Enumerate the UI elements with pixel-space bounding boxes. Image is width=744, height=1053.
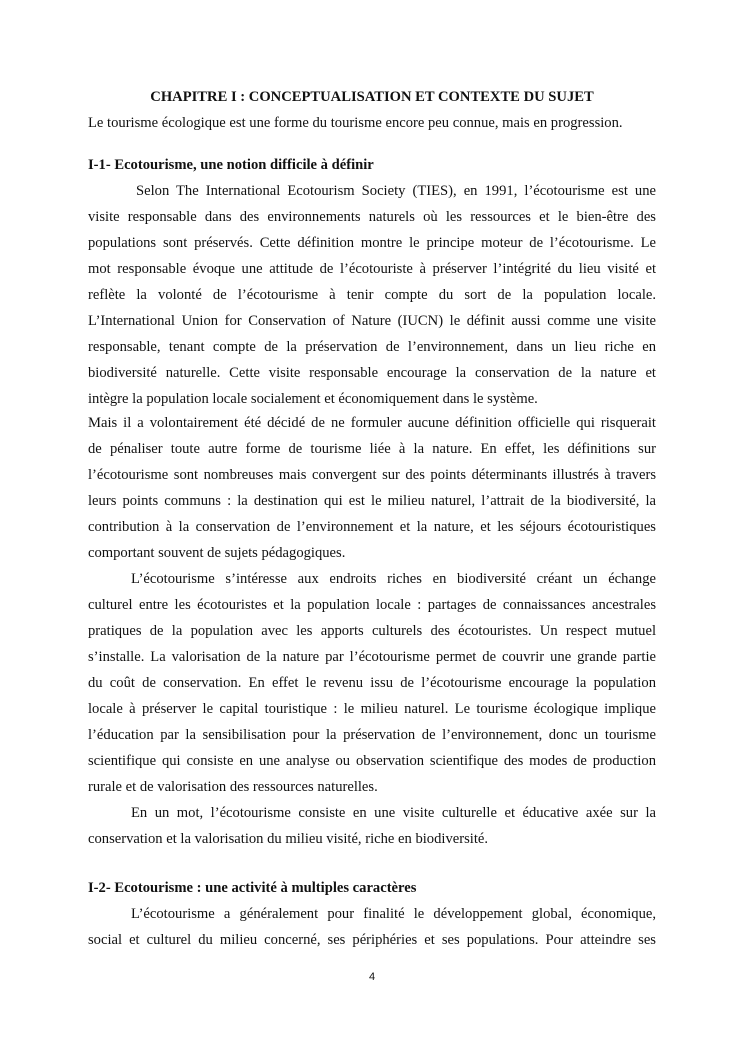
- section-heading-2: I-2- Ecotourisme : une activité à multiples caractères: [88, 880, 417, 896]
- page-number: 4: [368, 971, 376, 983]
- text-line: rurale et de valorisation des ressources naturelles.: [88, 779, 378, 795]
- paragraph: [88, 901, 656, 953]
- paragraph: [88, 178, 656, 412]
- text-line: leurs points communs : la destination qui est le milieu naturel, l’attrait de la biodiversité, la: [88, 493, 656, 509]
- text-line: pratiques de la population avec les apports culturels des écotouristes. Un respect mutuel: [88, 623, 656, 639]
- text-line: intègre la population locale socialement et économiquement dans le système.: [88, 391, 538, 407]
- text-line: reflète la volonté de l’écotourisme à tenir compte du sort de la population locale.: [88, 287, 656, 303]
- text-line: comportant souvent de sujets pédagogiques.: [88, 545, 346, 561]
- text-line: responsable, tenant compte de la préservation de l’environnement, dans un lieu riche en: [88, 339, 656, 355]
- text-line: Selon The International Ecotourism Society (TIES), en 1991, l’écotourisme est une: [136, 183, 656, 199]
- text-line: L’écotourisme a généralement pour finalité le développement global, économique,: [131, 906, 656, 922]
- text-line: biodiversité naturelle. Cette visite responsable encourage la conservation de la nature et: [88, 365, 656, 381]
- text-line: culturel entre les écotouristes et la population locale : partages de connaissances ancestrales: [88, 597, 656, 613]
- text-line: de pénaliser toute autre forme de tourisme liée à la nature. En effet, les définitions sur: [88, 441, 656, 457]
- text-line: Mais il a volontairement été décidé de ne formuler aucune définition officielle qui risquerait: [88, 415, 656, 431]
- text-line: En un mot, l’écotourisme consiste en une visite culturelle et éducative axée sur la: [131, 805, 656, 821]
- chapter-title: CHAPITRE I : CONCEPTUALISATION ET CONTEXTE DU SUJET: [150, 89, 594, 105]
- paragraph: [88, 800, 656, 852]
- text-line: conservation et la valorisation du milieu visité, riche en biodiversité.: [88, 831, 489, 847]
- text-line: visite responsable dans des environnements naturels où les ressources et le bien-être des: [88, 209, 656, 225]
- text-line: populations sont préservés. Cette définition montre le principe moteur de l’écotourisme. Le: [88, 235, 656, 251]
- text-line: l’éducation par la sensibilisation pour la préservation de l’environnement, donc un tourisme: [88, 727, 656, 743]
- text-line: social et culturel du milieu concerné, ses périphéries et ses populations. Pour atteindre ses: [88, 932, 656, 948]
- section-1-body: [88, 178, 656, 852]
- text-line: mot responsable évoque une attitude de l’écotouriste à préserver l’intégrité du lieu visité et: [88, 261, 656, 277]
- document-page: [88, 84, 656, 953]
- section-2-body: [88, 901, 656, 953]
- paragraph: [88, 566, 656, 800]
- text-line: scientifique qui consiste en une analyse ou observation scientifique des modes de production: [88, 753, 656, 769]
- intro-text: Le tourisme écologique est une forme du tourisme encore peu connue, mais en progression.: [88, 115, 623, 131]
- text-line: du coût de conservation. En effet le revenu issu de l’écotourisme encourage la population: [88, 675, 656, 691]
- text-line: L’International Union for Conservation of Nature (IUCN) le définit aussi comme une visite: [88, 313, 656, 329]
- text-line: l’écotourisme sont nombreuses mais convergent sur des points déterminants illustrés à travers: [88, 467, 656, 483]
- text-line: L’écotourisme s’intéresse aux endroits riches en biodiversité créant un échange: [131, 571, 656, 587]
- text-line: contribution à la conservation de l’environnement et la nature, et les séjours écotouristiques: [88, 519, 656, 535]
- text-line: locale à préserver le capital touristique : le milieu naturel. Le tourisme écologique implique: [88, 701, 656, 717]
- section-heading-1: I-1- Ecotourisme, une notion difficile à définir: [88, 157, 374, 173]
- paragraph: [88, 410, 656, 566]
- text-line: s’installe. La valorisation de la nature par l’écotourisme permet de couvrir une grande partie: [88, 649, 656, 665]
